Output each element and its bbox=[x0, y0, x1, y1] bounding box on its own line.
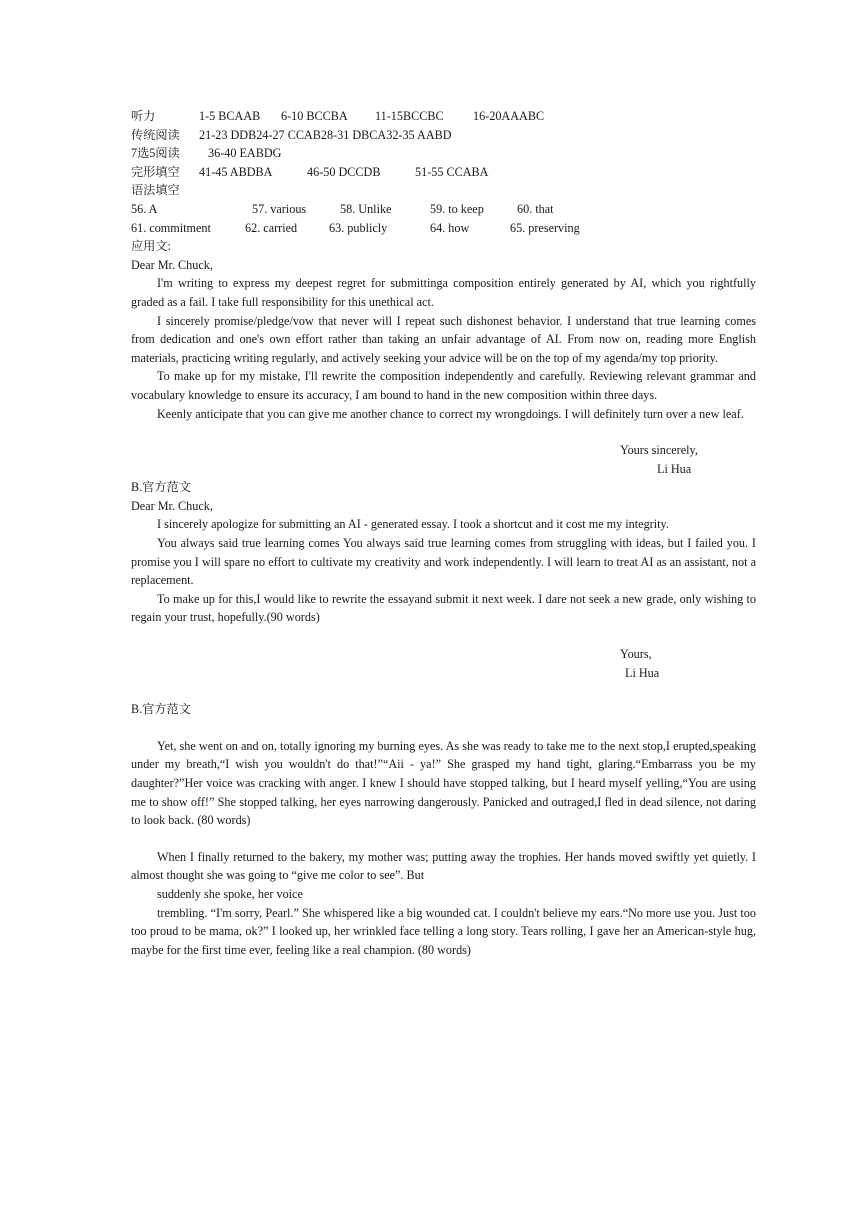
answer-group: 21-23 DDB24-27 CCAB28-31 DBCA32-35 AABD bbox=[199, 127, 452, 142]
grammar-label-row bbox=[131, 181, 756, 200]
letter-2 bbox=[131, 478, 756, 682]
grammar-row-1 bbox=[131, 200, 756, 219]
cloze-row bbox=[131, 163, 756, 182]
letter-paragraph: You always said true learning comes You always said true learning comes from struggling with ideas, but I failed you. I promise you I will spare no effort to cultivate my creativity and work independently. I will learn to treat AI as an assistant, not a replacement. bbox=[131, 536, 756, 588]
grammar-answer: 62. carried bbox=[245, 220, 298, 235]
grammar-answer: 63. publicly bbox=[329, 220, 388, 235]
answer-group: 16-20AAABC bbox=[473, 109, 545, 123]
reading-label: 传统阅读 bbox=[131, 127, 180, 142]
letter-signature: Li Hua bbox=[657, 461, 692, 476]
grammar-answer: 56. A bbox=[131, 201, 158, 216]
story-paragraph: Yet, she went on and on, totally ignoring my burning eyes. As she was ready to take me to the next stop,I erupted,speaking under my breath,“I wish you wouldn't do that!”“Aii - ya!” She grasped my hand tight, glaring.“Embarrass you be my daughter?”Her voice was cracking with anger. I knew I should have stopped talking, but I heard myself yelling,“You are using me to show off!” She stopped talking, her eyes narrowing dangerously. Panicked and outraged,I fled in dead silence, not daring to look back. (80 words) bbox=[131, 738, 756, 828]
letter-greeting: Dear Mr. Chuck, bbox=[131, 257, 213, 272]
answer-group: 1-5 BCAAB bbox=[199, 109, 261, 123]
letter-1 bbox=[131, 256, 756, 479]
practical-label-row bbox=[131, 237, 756, 256]
letter-paragraph: To make up for this,I would like to rewrite the essayand submit it next week. I dare not seek a new grade, only wishing to regain your trust, hopefully.(90 words) bbox=[131, 591, 756, 625]
grammar-answer: 61. commitment bbox=[131, 220, 211, 235]
section-heading: B.官方范文 bbox=[131, 702, 191, 717]
story-paragraph: When I finally returned to the bakery, my mother was; putting away the trophies. Her hands moved swiftly yet quietly. I almost thought she was going to “give me color to see”. But bbox=[131, 849, 756, 883]
answer-group: 41-45 ABDBA bbox=[199, 164, 273, 179]
answer-group: 11-15BCCBC bbox=[375, 109, 444, 123]
grammar-answer: 57. various bbox=[252, 201, 307, 216]
answer-group: 51-55 CCABA bbox=[415, 164, 489, 179]
letter-greeting: Dear Mr. Chuck, bbox=[131, 498, 213, 513]
reading-row bbox=[131, 126, 756, 145]
letter-closing: Yours, bbox=[620, 647, 652, 662]
seven-five-row bbox=[131, 144, 756, 163]
answer-group: 6-10 BCCBA bbox=[281, 109, 348, 123]
answer-group: 46-50 DCCDB bbox=[307, 164, 381, 179]
letter-paragraph: I sincerely apologize for submitting an AI - generated essay. I took a shortcut and it cost me my integrity. bbox=[157, 517, 669, 532]
grammar-answer: 60. that bbox=[517, 201, 554, 216]
answer-key-content bbox=[131, 107, 756, 959]
letter-paragraph: I sincerely promise/pledge/vow that never will I repeat such dishonest behavior. I understand that true learning comes from dedication and one's own effort rather than taking an unfair advantage of AI. From now on, reading more English materials, practicing writing regularly, and actively seeking your advice will be on the top of my agenda/my top priority. bbox=[131, 313, 756, 365]
grammar-row-2 bbox=[131, 219, 756, 238]
practical-writing-label: 应用文: bbox=[131, 239, 171, 254]
letter-paragraph: Keenly anticipate that you can give me another chance to correct my wrongdoings. I will definitely turn over a new leaf. bbox=[157, 406, 744, 421]
letter-closing: Yours sincerely, bbox=[620, 443, 698, 458]
grammar-answer: 65. preserving bbox=[510, 220, 580, 235]
grammar-answer: 64. how bbox=[430, 220, 470, 235]
letter-signature: Li Hua bbox=[625, 665, 660, 680]
cloze-label: 完形填空 bbox=[131, 164, 180, 179]
letter-paragraph: To make up for my mistake, I'll rewrite the composition independently and carefully. Reviewing relevant grammar and vocabulary knowledge to ensure its accuracy, I am bound to hand in the new composition within three days. bbox=[131, 369, 756, 402]
grammar-label: 语法填空 bbox=[131, 183, 180, 198]
letter-paragraph: I'm writing to express my deepest regret for submittinga composition entirely generated by AI, which you rightfully graded as a fail. I take full responsibility for this unethical act. bbox=[131, 276, 756, 309]
seven-five-label: 7选5阅读 bbox=[131, 146, 180, 161]
grammar-answer: 58. Unlike bbox=[340, 201, 392, 216]
answer-group: 36-40 EABDG bbox=[208, 146, 282, 161]
story-paragraph: trembling. “I'm sorry, Pearl.” She whispered like a big wounded cat. I couldn't believe my ears.“No more use you. Just too too proud to be mama, ok?” I looked up, her wrinkled face telling a long story. Tears rolling, I gave her an American-style hug, maybe for the first time ever, feeling like a real champion. (80 words) bbox=[131, 905, 756, 957]
grammar-answer: 59. to keep bbox=[430, 201, 484, 216]
listening-label: 听力 bbox=[131, 109, 156, 123]
story-section bbox=[131, 700, 756, 959]
listening-row bbox=[131, 107, 756, 126]
section-heading: B.官方范文 bbox=[131, 480, 191, 495]
story-line: suddenly she spoke, her voice bbox=[157, 886, 303, 901]
